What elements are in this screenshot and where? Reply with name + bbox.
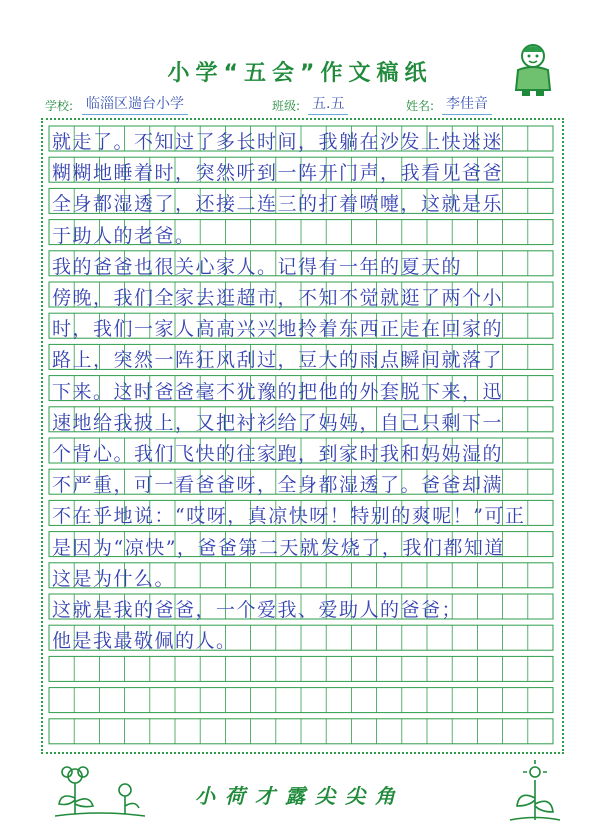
essay-line: 于助人的老爸。 bbox=[52, 224, 196, 247]
essay-line: 这就是我的爸爸，一个爱我、爱助人的爸爸； bbox=[52, 599, 463, 621]
essay-line: 速地给我披上，又把衬衫给了妈妈，自己只剩下一 bbox=[52, 411, 504, 434]
paper-title: 小学“五会”作文稿纸 bbox=[167, 61, 433, 86]
essay-line: 个背心。我们飞快的往家跑，到家时我和妈妈湿的 bbox=[52, 443, 504, 465]
essay-line: 就走了。不知过了多长时间，我躺在沙发上快迷迷 bbox=[52, 131, 504, 153]
essay-line: 傍晚，我们全家去逛超市，不知不觉就逛了两个小 bbox=[52, 287, 504, 309]
school-value: 临淄区遄台小学 bbox=[82, 93, 188, 115]
info-row bbox=[0, 93, 600, 113]
essay-line: 我的爸爸也很关心家人。记得有一年的夏天的 bbox=[52, 255, 463, 278]
essay-line: 不严重，可一看爸爸呀，全身都湿透了。爸爸却满 bbox=[52, 474, 504, 497]
essay-line: 不在乎地说：“哎呀，真凉快呀！特别的爽呢！”可正 bbox=[52, 505, 526, 528]
name-value: 李佳音 bbox=[442, 93, 492, 115]
essay-line: 这是为什么。 bbox=[52, 567, 176, 590]
class-label: 班级: bbox=[272, 99, 301, 113]
essay-line: 下来。这时爸爸毫不犹豫的把他的外套脱下来，迅 bbox=[52, 380, 504, 403]
essay-line: 他是我最敬佩的人。 bbox=[52, 630, 237, 653]
name-label: 姓名: bbox=[406, 99, 435, 113]
school-label: 学校: bbox=[45, 99, 74, 113]
footer-slogan: 小荷才露尖尖角 bbox=[195, 784, 405, 808]
essay-line: 全身都湿透了，还接二连三的打着喷嚏，这就是乐 bbox=[52, 193, 504, 216]
essay-line: 路上，突然一阵狂风刮过，豆大的雨点瞬间就落了 bbox=[52, 349, 504, 372]
essay-line: 是因为“凉快”，爸爸第二天就发烧了，我们都知道 bbox=[52, 536, 505, 559]
mascot-icon bbox=[508, 40, 558, 98]
class-value: 五.五 bbox=[308, 93, 348, 115]
essay-line: 糊糊地睡着时，突然听到一阵开门声，我看见爸爸 bbox=[52, 162, 504, 185]
essay-line: 时，我们一家人高高兴兴地拎着东西正走在回家的 bbox=[52, 318, 504, 341]
